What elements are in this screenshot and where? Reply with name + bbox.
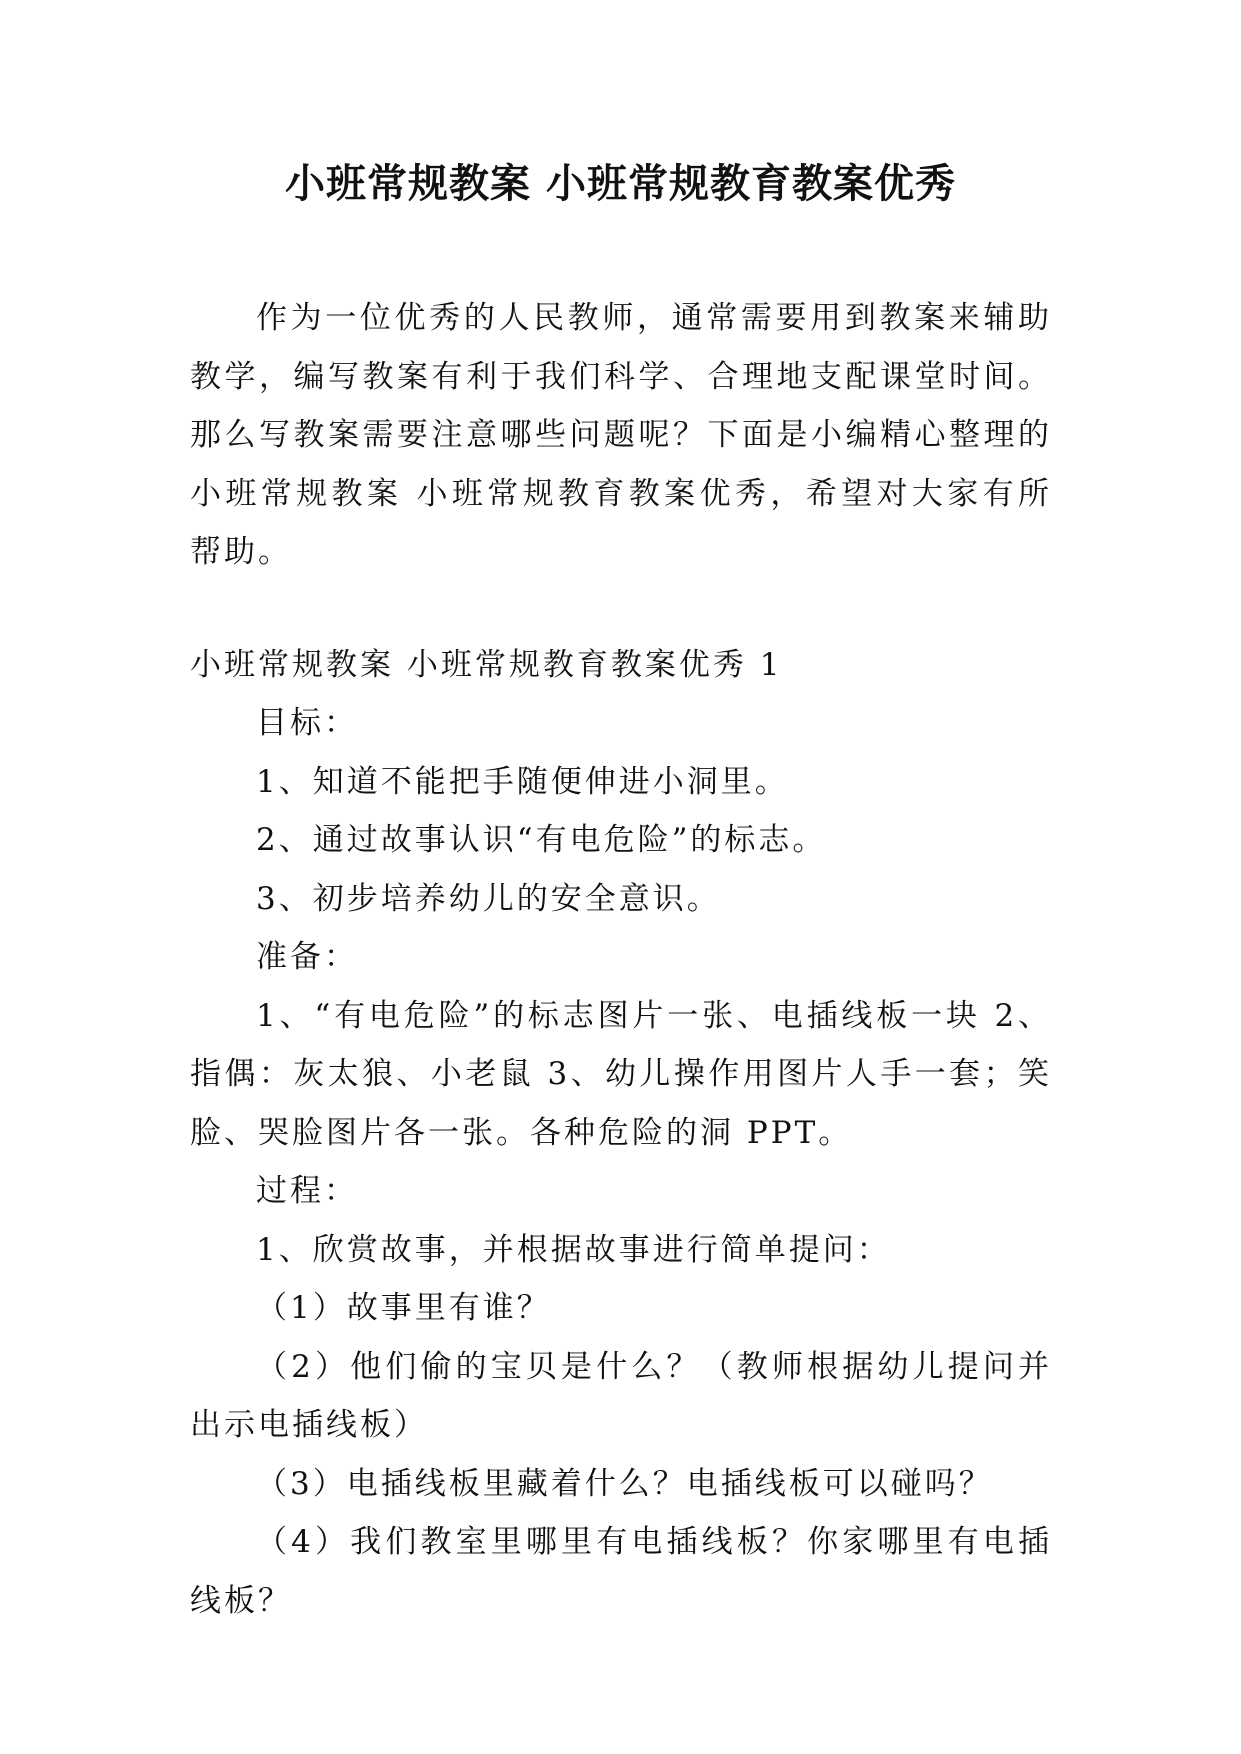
document-title: 小班常规教案 小班常规教育教案优秀 — [285, 161, 956, 207]
goal-item: 2、通过故事认识“有电危险”的标志。 — [256, 822, 827, 858]
process-item: 1、欣赏故事，并根据故事进行简单提问： — [256, 1231, 891, 1268]
process-item: （4）我们教室里哪里有电插线板？你家哪里有电插线板？ — [190, 1524, 1052, 1619]
process-item: （1）故事里有谁？ — [256, 1290, 551, 1326]
intro-paragraph: 作为一位优秀的人民教师，通常需要用到教案来辅助教学，编写教案有利于我们科学、合理地支配课堂时间。那么写教案需要注意哪些问题呢？下面是小编精心整理的小班常规教案 小班常规教育教案优秀，希望对大家有所帮助。 — [190, 300, 1052, 570]
prep-paragraph: 1、“有电危险”的标志图片一张、电插线板一块 2、指偶：灰太狼、小老鼠 3、幼儿操作用图片人手一套；笑脸、哭脸图片各一张。各种危险的洞 PPT。 — [190, 997, 1052, 1151]
section-title: 小班常规教案 小班常规教育教案优秀 1 — [190, 646, 783, 683]
process-label: 过程： — [256, 1173, 358, 1209]
process-item: （2）他们偷的宝贝是什么？（教师根据幼儿提问并出示电插线板） — [190, 1348, 1052, 1443]
prep-label: 准备： — [256, 939, 358, 975]
process-item: （3）电插线板里藏着什么？电插线板可以碰吗？ — [256, 1465, 993, 1502]
goal-item: 1、知道不能把手随便伸进小洞里。 — [256, 763, 789, 800]
goals-label: 目标： — [256, 705, 358, 741]
document-body — [190, 289, 1052, 1630]
goal-item: 3、初步培养幼儿的安全意识。 — [256, 880, 721, 917]
